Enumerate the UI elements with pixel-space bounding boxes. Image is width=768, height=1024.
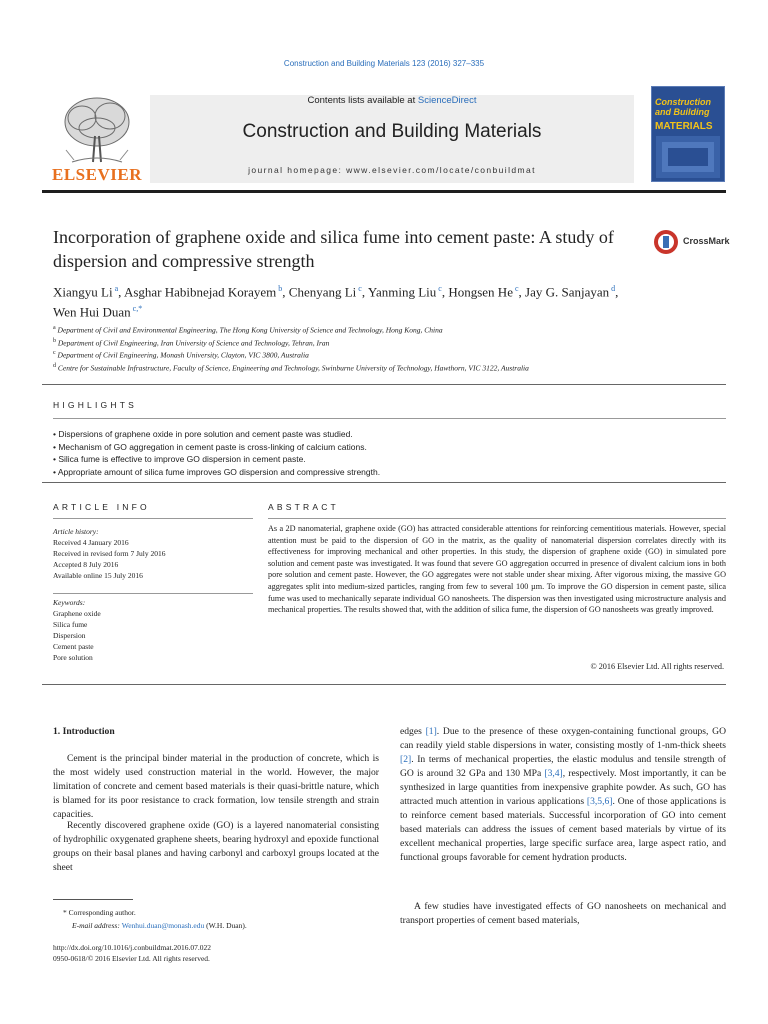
reference-link-3-4[interactable]: [3,4]: [544, 768, 563, 779]
author-name: Xiangyu Li: [53, 284, 113, 300]
author-name: Jay G. Sanjayan: [525, 284, 610, 300]
author-name: Hongsen He: [448, 284, 513, 300]
abstract-bottom-rule: [42, 684, 726, 685]
highlight-item: • Dispersions of graphene oxide in pore solution and cement paste was studied.: [53, 429, 353, 439]
elsevier-wordmark: ELSEVIER: [52, 165, 142, 184]
crossmark-icon[interactable]: [653, 229, 679, 255]
highlights-rule: [53, 418, 726, 419]
reference-link-3-5-6[interactable]: [3,5,6]: [586, 796, 613, 807]
issn-line: 0950-0618/© 2016 Elsevier Ltd. All rights reserved.: [53, 954, 210, 963]
history-entry: Available online 15 July 2016: [53, 571, 143, 580]
contents-prefix: Contents lists available at: [307, 95, 418, 106]
contents-line: [150, 95, 634, 106]
article-info-label: ARTICLE INFO: [53, 502, 150, 512]
keywords-rule: [53, 593, 253, 594]
article-history-label: Article history:: [53, 527, 99, 536]
abstract-copyright: © 2016 Elsevier Ltd. All rights reserved.: [590, 662, 724, 671]
author-name: Wen Hui Duan: [53, 304, 131, 320]
journal-name: Construction and Building Materials: [242, 121, 542, 142]
keyword-item: Pore solution: [53, 653, 93, 662]
article-title: Incorporation of graphene oxide and silica fume into cement paste: A study of dispersion and compressive strength: [53, 227, 614, 271]
cover-art: [656, 136, 720, 178]
intro-paragraph-2: Recently discovered graphene oxide (GO) is a layered nanomaterial consisting of hydrophilic oxygenated graphene sheets, bearing hydroxyl and epoxide functional groups on their basal planes and having carbonyl and carboxyl groups located at the sheet: [53, 820, 379, 873]
history-entry: Accepted 8 July 2016: [53, 560, 119, 569]
journal-homepage[interactable]: journal homepage: www.elsevier.com/locate/conbuildmat: [248, 165, 536, 175]
footnote-rule: [53, 899, 133, 900]
journal-citation[interactable]: Construction and Building Materials 123 (2016) 327–335: [283, 59, 485, 68]
affiliation-item: $^b$ Department of Civil Engineering, Iran University of Science and Technology, Tehran, Iran: [53, 337, 330, 347]
author-affiliation-marker[interactable]: b: [276, 284, 283, 293]
highlight-item: • Appropriate amount of silica fume improves GO dispersion and compressive strength.: [53, 466, 381, 477]
history-entry: Received in revised form 7 July 2016: [53, 549, 166, 558]
abstract-label: ABSTRACT: [268, 502, 339, 512]
sciencedirect-link[interactable]: ScienceDirect: [417, 95, 477, 106]
article-history: [53, 526, 253, 581]
author-affiliation-marker[interactable]: a: [112, 284, 119, 293]
author-affiliation-marker[interactable]: d: [609, 284, 616, 293]
article-info-rule: [53, 518, 253, 519]
doi-link[interactable]: http://dx.doi.org/10.1016/j.conbuildmat.2016.07.022: [53, 943, 211, 952]
reference-link-1[interactable]: [1]: [425, 726, 437, 737]
affiliation-item: $^d$ Centre for Sustainable Infrastructure, Faculty of Science, Engineering and Technology, Swinburne University of Technology, Hawthorn, VIC 3122, Australia: [53, 362, 529, 372]
abstract-text: As a 2D nanomaterial, graphene oxide (GO) has attracted considerable attentions for reinforcing cementitious materials. However, special attention must be paid to the dispersion of GO in the matrix, as the quality of nanomaterial dispersion correlates directly with its effectiveness for improving mechanical and other properties. In this study, the dispersion of graphene oxide (GO) in simulated pore solution and cement paste was investigated. It was found that severe GO aggregation occurred in presence of divalent calcium ions in both pore solution and cement paste. However, the GO aggregates were not stable under shear mixing. After vigorous mixing, the massive GO aggregates split into medium-sized particles, ranging from few to several 100 µm. To improve the GO dispersion in cement paste, silica fume was used to mechanically separate individual GO nanosheets. The dispersion was then investigated using microstructure analysis and mechanical properties. The results showed that, with the addition of silica fume, the dispersion of GO nanosheets was greatly improved.: [268, 524, 726, 615]
author-affiliation-marker[interactable]: c: [436, 284, 442, 293]
intro-paragraph-4: A few studies have investigated effects of GO nanosheets on mechanical and transport properties of cement based materials,: [400, 901, 726, 926]
masthead-rule: [42, 190, 726, 193]
keyword-item: Dispersion: [53, 631, 86, 640]
abstract-rule: [268, 518, 726, 519]
author-affiliation-marker[interactable]: c,*: [130, 304, 143, 314]
keyword-item: Graphene oxide: [53, 609, 101, 618]
affiliation-list: [53, 323, 733, 373]
corresponding-author-note: * Corresponding author.: [63, 908, 136, 917]
author-list: Xiangyu Li $^a$, Asghar Habibnejad Korayem $^b$, Chenyang Li $^c$, Yanming Liu $^c$, Hongsen He $^c$, Jay G. Sanjayan $^d$, Wen Hui Duan $^{c,*}$: [53, 284, 619, 320]
intro-paragraph-1: Cement is the principal binder material in the production of concrete, which is the most widely used construction material in the world. However, the major limitation of concrete and cement based materials is their quasi-brittle nature, which is blamed for its poor resistance to crack formation, low tensile strength and strain capacities.: [53, 753, 379, 820]
highlight-item: • Mechanism of GO aggregation in cement paste is cross-linking of calcium cations.: [53, 441, 367, 452]
author-name: Yanming Liu: [367, 284, 437, 300]
highlights-list: [53, 428, 653, 478]
affiliation-item: $^a$ Department of Civil and Environmental Engineering, The Hong Kong University of Science and Technology, Hong Kong, China: [53, 325, 443, 335]
keyword-item: Silica fume: [53, 620, 88, 629]
cover-materials: MATERIALS: [655, 121, 713, 132]
email-note: E-mail address: Wenhui.duan@monash.edu (W.H. Duan).: [72, 921, 247, 930]
reference-link-2[interactable]: [2]: [400, 754, 412, 765]
author-name: Chenyang Li: [288, 284, 357, 300]
keyword-item: Cement paste: [53, 642, 94, 651]
author-affiliation-marker[interactable]: c: [512, 284, 519, 293]
header-rule: [42, 384, 726, 385]
author-affiliation-marker[interactable]: c: [356, 284, 362, 293]
history-entry: Received 4 January 2016: [53, 538, 129, 547]
cover-title: Construction and Building: [655, 97, 711, 117]
intro-paragraph-3: edges [1]. Due to the presence of these oxygen-containing functional groups, GO can readily yield stable dispersions in water, consisting mostly of 1-nm-thick sheets [2]. In terms of mechanical properties, the elastic modulus and tensile strength of GO is around 32 GPa and 130 MPa [3,4], respectively. Most importantly, it can be synthesized in large quantities from inexpensive graphite powder. As such, GO has attracted much attention in various applications [3,5,6]. One of those applications is to reinforce cement based materials. Successful incorporation of GO into cement based materials can address the issues of cement based materials by virtue of its excellent mechanical properties, large specific surface area, large aspect ratio, and functional groups favorable for cement hydration products.: [400, 726, 727, 863]
author-name: Asghar Habibnejad Korayem: [123, 284, 277, 300]
crossmark-label[interactable]: CrossMark: [683, 236, 730, 246]
affiliation-item: $^c$ Department of Civil Engineering, Monash University, Clayton, VIC 3800, Australia: [53, 350, 309, 360]
section-heading-introduction: 1. Introduction: [53, 726, 115, 737]
highlights-label: HIGHLIGHTS: [53, 400, 137, 410]
highlights-bottom-rule: [42, 482, 726, 483]
keywords-label: Keywords:: [53, 598, 86, 607]
highlight-item: • Silica fume is effective to improve GO dispersion in cement paste.: [53, 454, 306, 464]
author-email-link[interactable]: Wenhui.duan@monash.edu: [121, 921, 205, 930]
keywords: [53, 597, 253, 663]
